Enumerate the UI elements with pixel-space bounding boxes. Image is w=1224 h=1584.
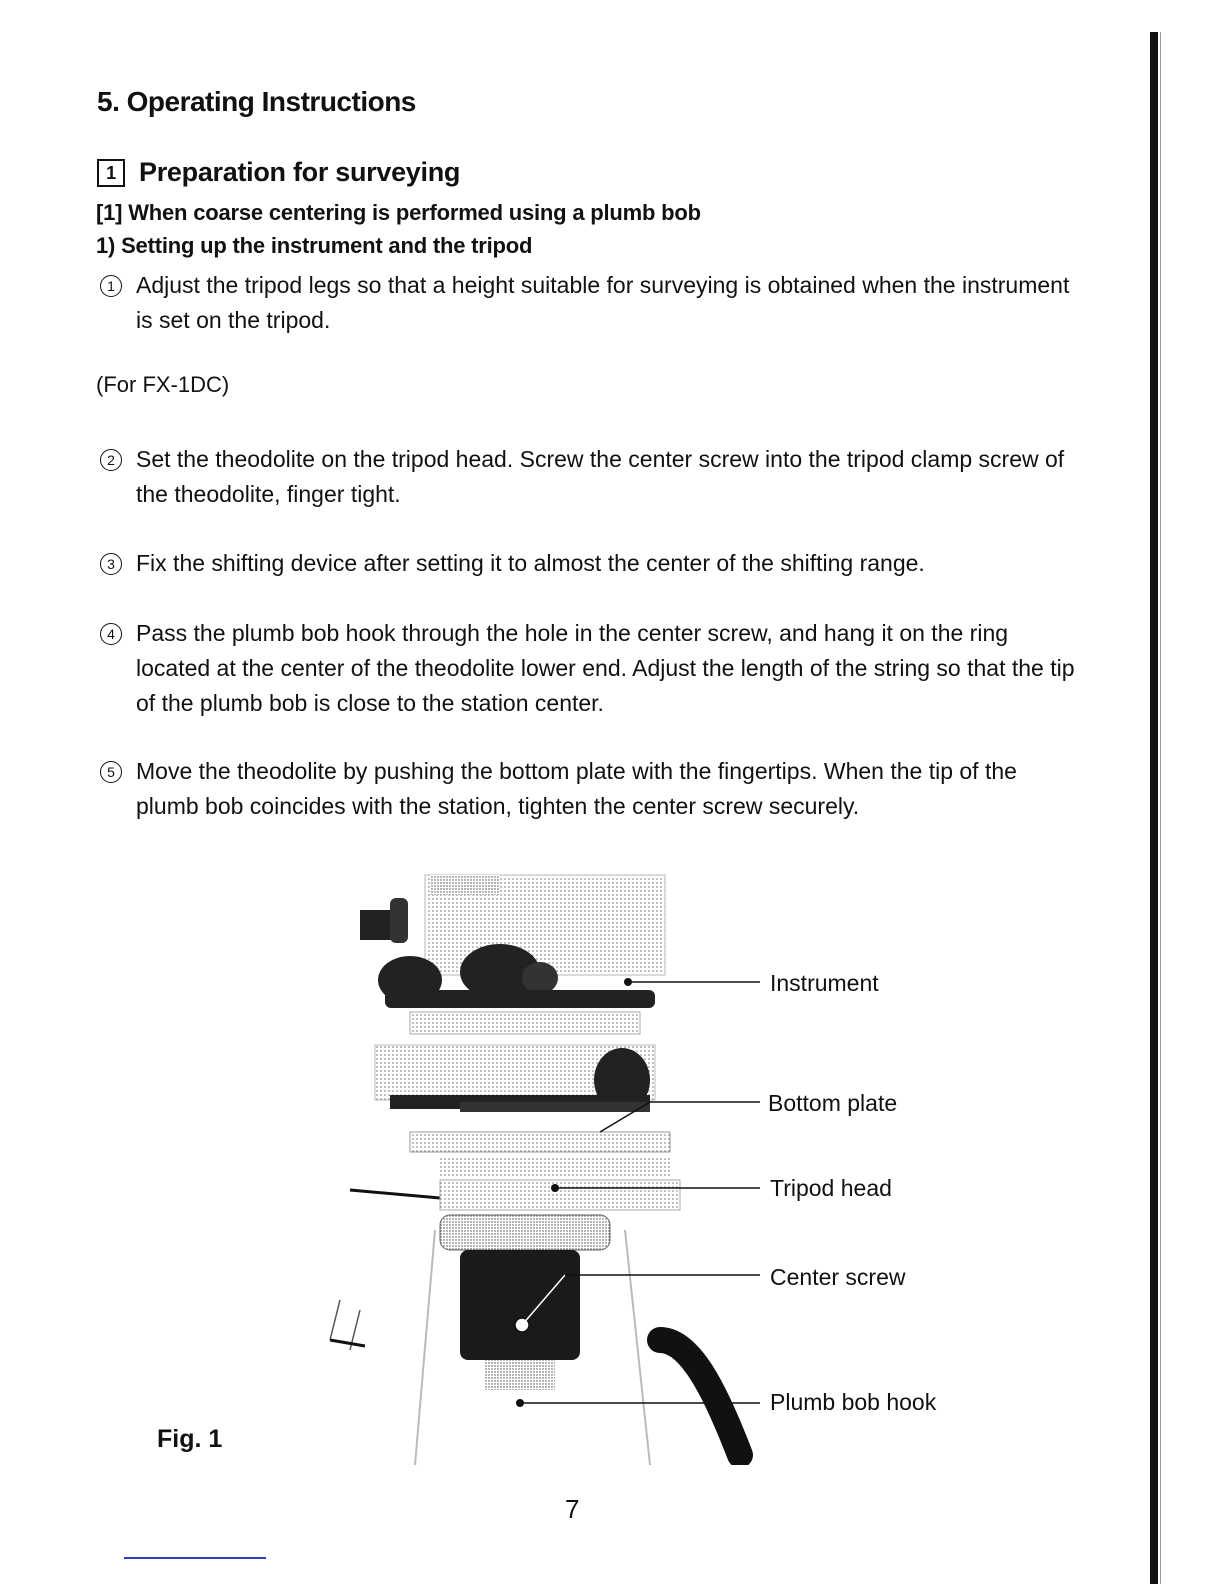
callout-instrument: Instrument: [770, 970, 879, 996]
page-edge-line: [1160, 32, 1161, 1584]
step-number-circle: 3: [100, 553, 122, 575]
model-note: (For FX-1DC): [96, 372, 230, 397]
callout-bottom-plate: Bottom plate: [768, 1090, 898, 1116]
subsection-number-box: 1: [97, 159, 125, 187]
step-text: Set the theodolite on the tripod head. Screw the center screw into the tripod clamp screw of the theodolite, finger tight.: [136, 446, 1065, 507]
step-1: [100, 268, 1075, 338]
footer-rule: [124, 1557, 266, 1559]
step-number-circle: 5: [100, 761, 122, 783]
subsection-title: Preparation for surveying: [139, 157, 461, 187]
theodolite-illustration: [320, 870, 770, 1465]
callout-plumb-bob-hook: Plumb bob hook: [770, 1389, 937, 1415]
step-5: [100, 754, 1075, 824]
step-text: Fix the shifting device after setting it to almost the center of the shifting range.: [136, 550, 925, 576]
page-number: 7: [565, 1494, 580, 1524]
page-edge-bar: [1150, 32, 1158, 1584]
step-text: Move the theodolite by pushing the bottom plate with the fingertips. When the tip of the plumb bob coincides with the station, tighten the center screw securely.: [136, 758, 1017, 819]
step-2: [100, 442, 1075, 512]
step-3: [100, 546, 1075, 581]
figure-label: Fig. 1: [157, 1425, 223, 1453]
step-text: Pass the plumb bob hook through the hole in the center screw, and hang it on the ring located at the center of the theodolite lower end. Adjust the length of the string so that the tip of the plumb bob is close to the station center.: [136, 620, 1075, 716]
step-number-circle: 2: [100, 449, 122, 471]
callout-tripod-head: Tripod head: [770, 1175, 892, 1201]
procedure-heading: [1] When coarse centering is performed using a plumb bob: [96, 200, 701, 225]
step-group-heading: 1) Setting up the instrument and the tripod: [96, 233, 533, 258]
step-text: Adjust the tripod legs so that a height suitable for surveying is obtained when the instrument is set on the tripod.: [136, 272, 1070, 333]
step-number-circle: 1: [100, 275, 122, 297]
subsection-heading: [97, 157, 460, 188]
section-title: 5. Operating Instructions: [97, 86, 416, 117]
step-4: [100, 616, 1075, 721]
step-number-circle: 4: [100, 623, 122, 645]
callout-center-screw: Center screw: [770, 1264, 906, 1290]
